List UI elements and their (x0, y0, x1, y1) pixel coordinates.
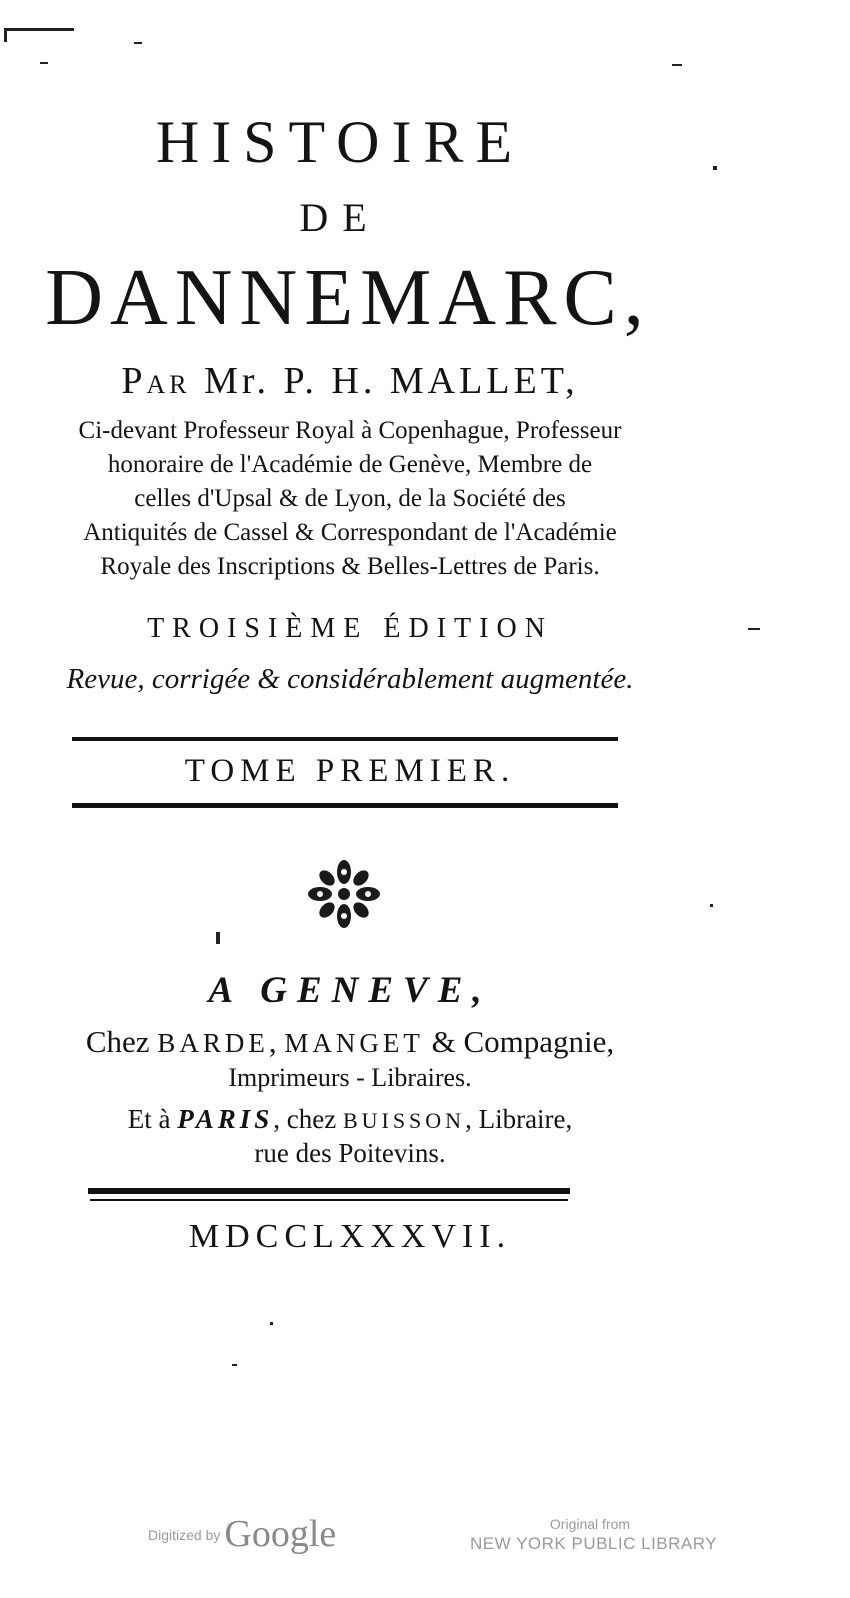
imprint-publisher-manget: MANGET (284, 1028, 424, 1058)
rule-above-date-thin (90, 1199, 568, 1201)
imprint-paris-prefix: Et à (127, 1104, 178, 1134)
imprint-paris-suffix: , Libraire, (465, 1104, 573, 1134)
title-line-histoire: HISTOIRE (155, 109, 525, 175)
credentials-line: honoraire de l'Académie de Genève, Membre de (107, 451, 593, 478)
print-speck (216, 932, 220, 944)
title-line-de: DE (299, 195, 381, 240)
print-speck (232, 1364, 237, 1366)
author-credentials (10, 414, 690, 584)
fleuron-ornament-icon (304, 858, 384, 930)
edition-statement: TROISIÈME ÉDITION (147, 613, 553, 644)
digitized-by-google (148, 1512, 336, 1556)
imprint-paris-line (0, 1105, 700, 1135)
author-prefix-rest: AR (146, 370, 191, 399)
print-speck (270, 1322, 273, 1325)
imprint-publisher-prefix: Chez (85, 1024, 158, 1059)
imprint-publisher-separator: , (268, 1024, 285, 1059)
print-speck (713, 166, 717, 170)
imprint-publisher-line (0, 1025, 700, 1059)
digitized-by-label: Digitized by (148, 1527, 221, 1543)
edition-subtitle: Revue, corrigée & considérablement augmentée. (66, 663, 634, 695)
rule-above-date-thick (88, 1188, 570, 1194)
imprint-paris-mid: , chez (273, 1104, 343, 1134)
imprint-trade: Imprimeurs - Libraires. (228, 1063, 472, 1092)
print-speck (134, 42, 142, 44)
credentials-line: Royale des Inscriptions & Belles-Lettres de Paris. (100, 553, 600, 580)
library-name: NEW YORK PUBLIC LIBRARY (470, 1534, 718, 1553)
author-line (40, 362, 660, 400)
print-speck (40, 62, 48, 64)
rule-above-volume (72, 737, 618, 741)
credentials-line: Ci-devant Professeur Royal à Copenhague, Professeur (78, 417, 622, 444)
author-name: Mr. P. H. MALLET, (204, 360, 579, 402)
print-speck (748, 628, 760, 630)
imprint-paris-street: rue des Poitevins. (254, 1138, 446, 1168)
print-speck (4, 28, 7, 42)
imprint-paris-bookseller: BUISSON (342, 1108, 466, 1133)
imprint-paris-city: PARIS (177, 1104, 274, 1134)
original-source (470, 1516, 718, 1554)
rule-below-volume (72, 803, 618, 808)
imprint-place: A GENEVE, (208, 970, 492, 1011)
imprint-publisher-barde: BARDE (157, 1028, 269, 1058)
original-from-label: Original from (549, 1516, 631, 1532)
author-prefix-initial: P (121, 360, 147, 402)
print-speck (710, 904, 713, 907)
print-speck (672, 64, 682, 66)
publication-date: MDCCLXXXVII. (188, 1218, 512, 1255)
credentials-line: Antiquités de Cassel & Correspondant de l'Académie (83, 519, 617, 546)
imprint-publisher-suffix: & Compagnie, (423, 1024, 615, 1059)
credentials-line: celles d'Upsal & de Lyon, de la Société des (134, 485, 566, 512)
google-logo: Google (224, 1513, 337, 1555)
title-line-dannemarc: DANNEMARC, (45, 254, 651, 342)
volume-label: TOME PREMIER. (184, 753, 516, 789)
print-speck (4, 28, 74, 31)
